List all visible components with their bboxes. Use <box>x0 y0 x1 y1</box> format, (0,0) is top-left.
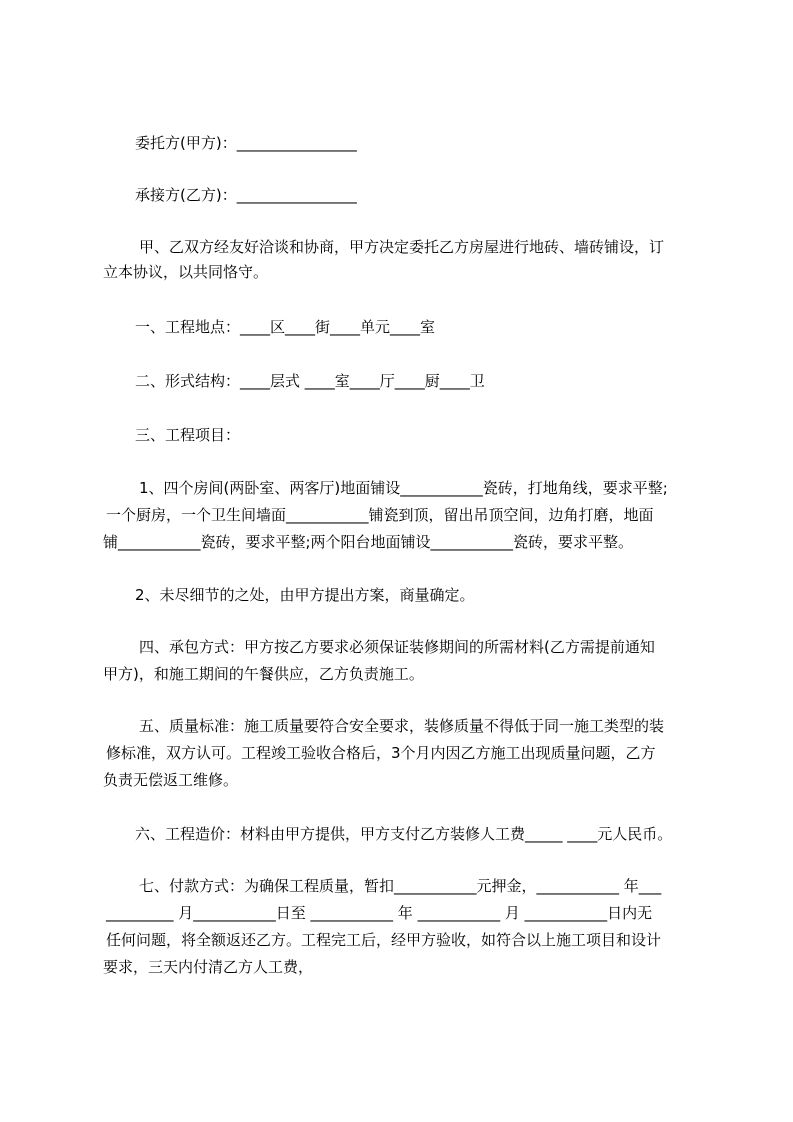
section-7-line-3: 任何问题，将全额返还乙方。工程完工后，经甲方验收，如符合以上施工项目和设计 <box>106 931 662 949</box>
client-party-line: 委托方(甲方)：________________ <box>135 134 357 152</box>
item-1-line-3: 铺___________瓷砖，要求平整;两个阳台地面铺设___________瓷砖，要求平整。 <box>103 533 634 551</box>
section-5-line-2: 修标准，双方认可。工程竣工验收合格后，3个月内因乙方施工出现质量问题，乙方 <box>106 744 656 762</box>
item-1-line-1: 1、四个房间(两卧室、两客厅)地面铺设___________瓷砖，打地角线，要求平整; <box>139 479 668 497</box>
section-2-structure: 二、形式结构：____层式 ____室____厅____厨____卫 <box>135 372 485 390</box>
section-1-location: 一、工程地点：____区____街____单元____室 <box>135 318 436 336</box>
item-1-line-2: 一个厨房，一个卫生间墙面___________铺瓷到顶，留出吊顶空间，边角打磨，地面 <box>106 506 654 524</box>
item-2: 2、未尽细节的之处，由甲方提出方案，商量确定。 <box>135 586 475 604</box>
section-6-cost: 六、工程造价：材料由甲方提供，甲方支付乙方装修人工费_____ ____元人民币。 <box>135 825 673 843</box>
section-7-line-4: 要求，三天内付清乙方人工费， <box>103 958 314 976</box>
section-7-line-2: _________ 月___________日至 ___________ 年 ___________ 月 ___________日内无 <box>106 904 653 922</box>
intro-line-2: 立本协议，以共同恪守。 <box>103 263 269 281</box>
section-5-line-1: 五、质量标准：施工质量要符合安全要求，装修质量不得低于同一施工类型的装 <box>139 717 665 735</box>
section-5-line-3: 负责无偿返工维修。 <box>103 771 239 789</box>
section-4-line-1: 四、承包方式：甲方按乙方要求必须保证装修期间的所需材料(乙方需提前通知 <box>139 638 655 656</box>
intro-line-1: 甲、乙双方经友好洽谈和协商，甲方决定委托乙方房屋进行地砖、墙砖铺设，订 <box>139 238 665 256</box>
section-3-title: 三、工程项目： <box>135 426 241 444</box>
section-4-line-2: 甲方)，和施工期间的午餐供应，乙方负责施工。 <box>103 665 424 683</box>
section-7-line-1: 七、付款方式：为确保工程质量，暂扣___________元押金，___________ 年___ <box>139 877 662 895</box>
contractor-party-line: 承接方(乙方)：________________ <box>135 186 357 204</box>
